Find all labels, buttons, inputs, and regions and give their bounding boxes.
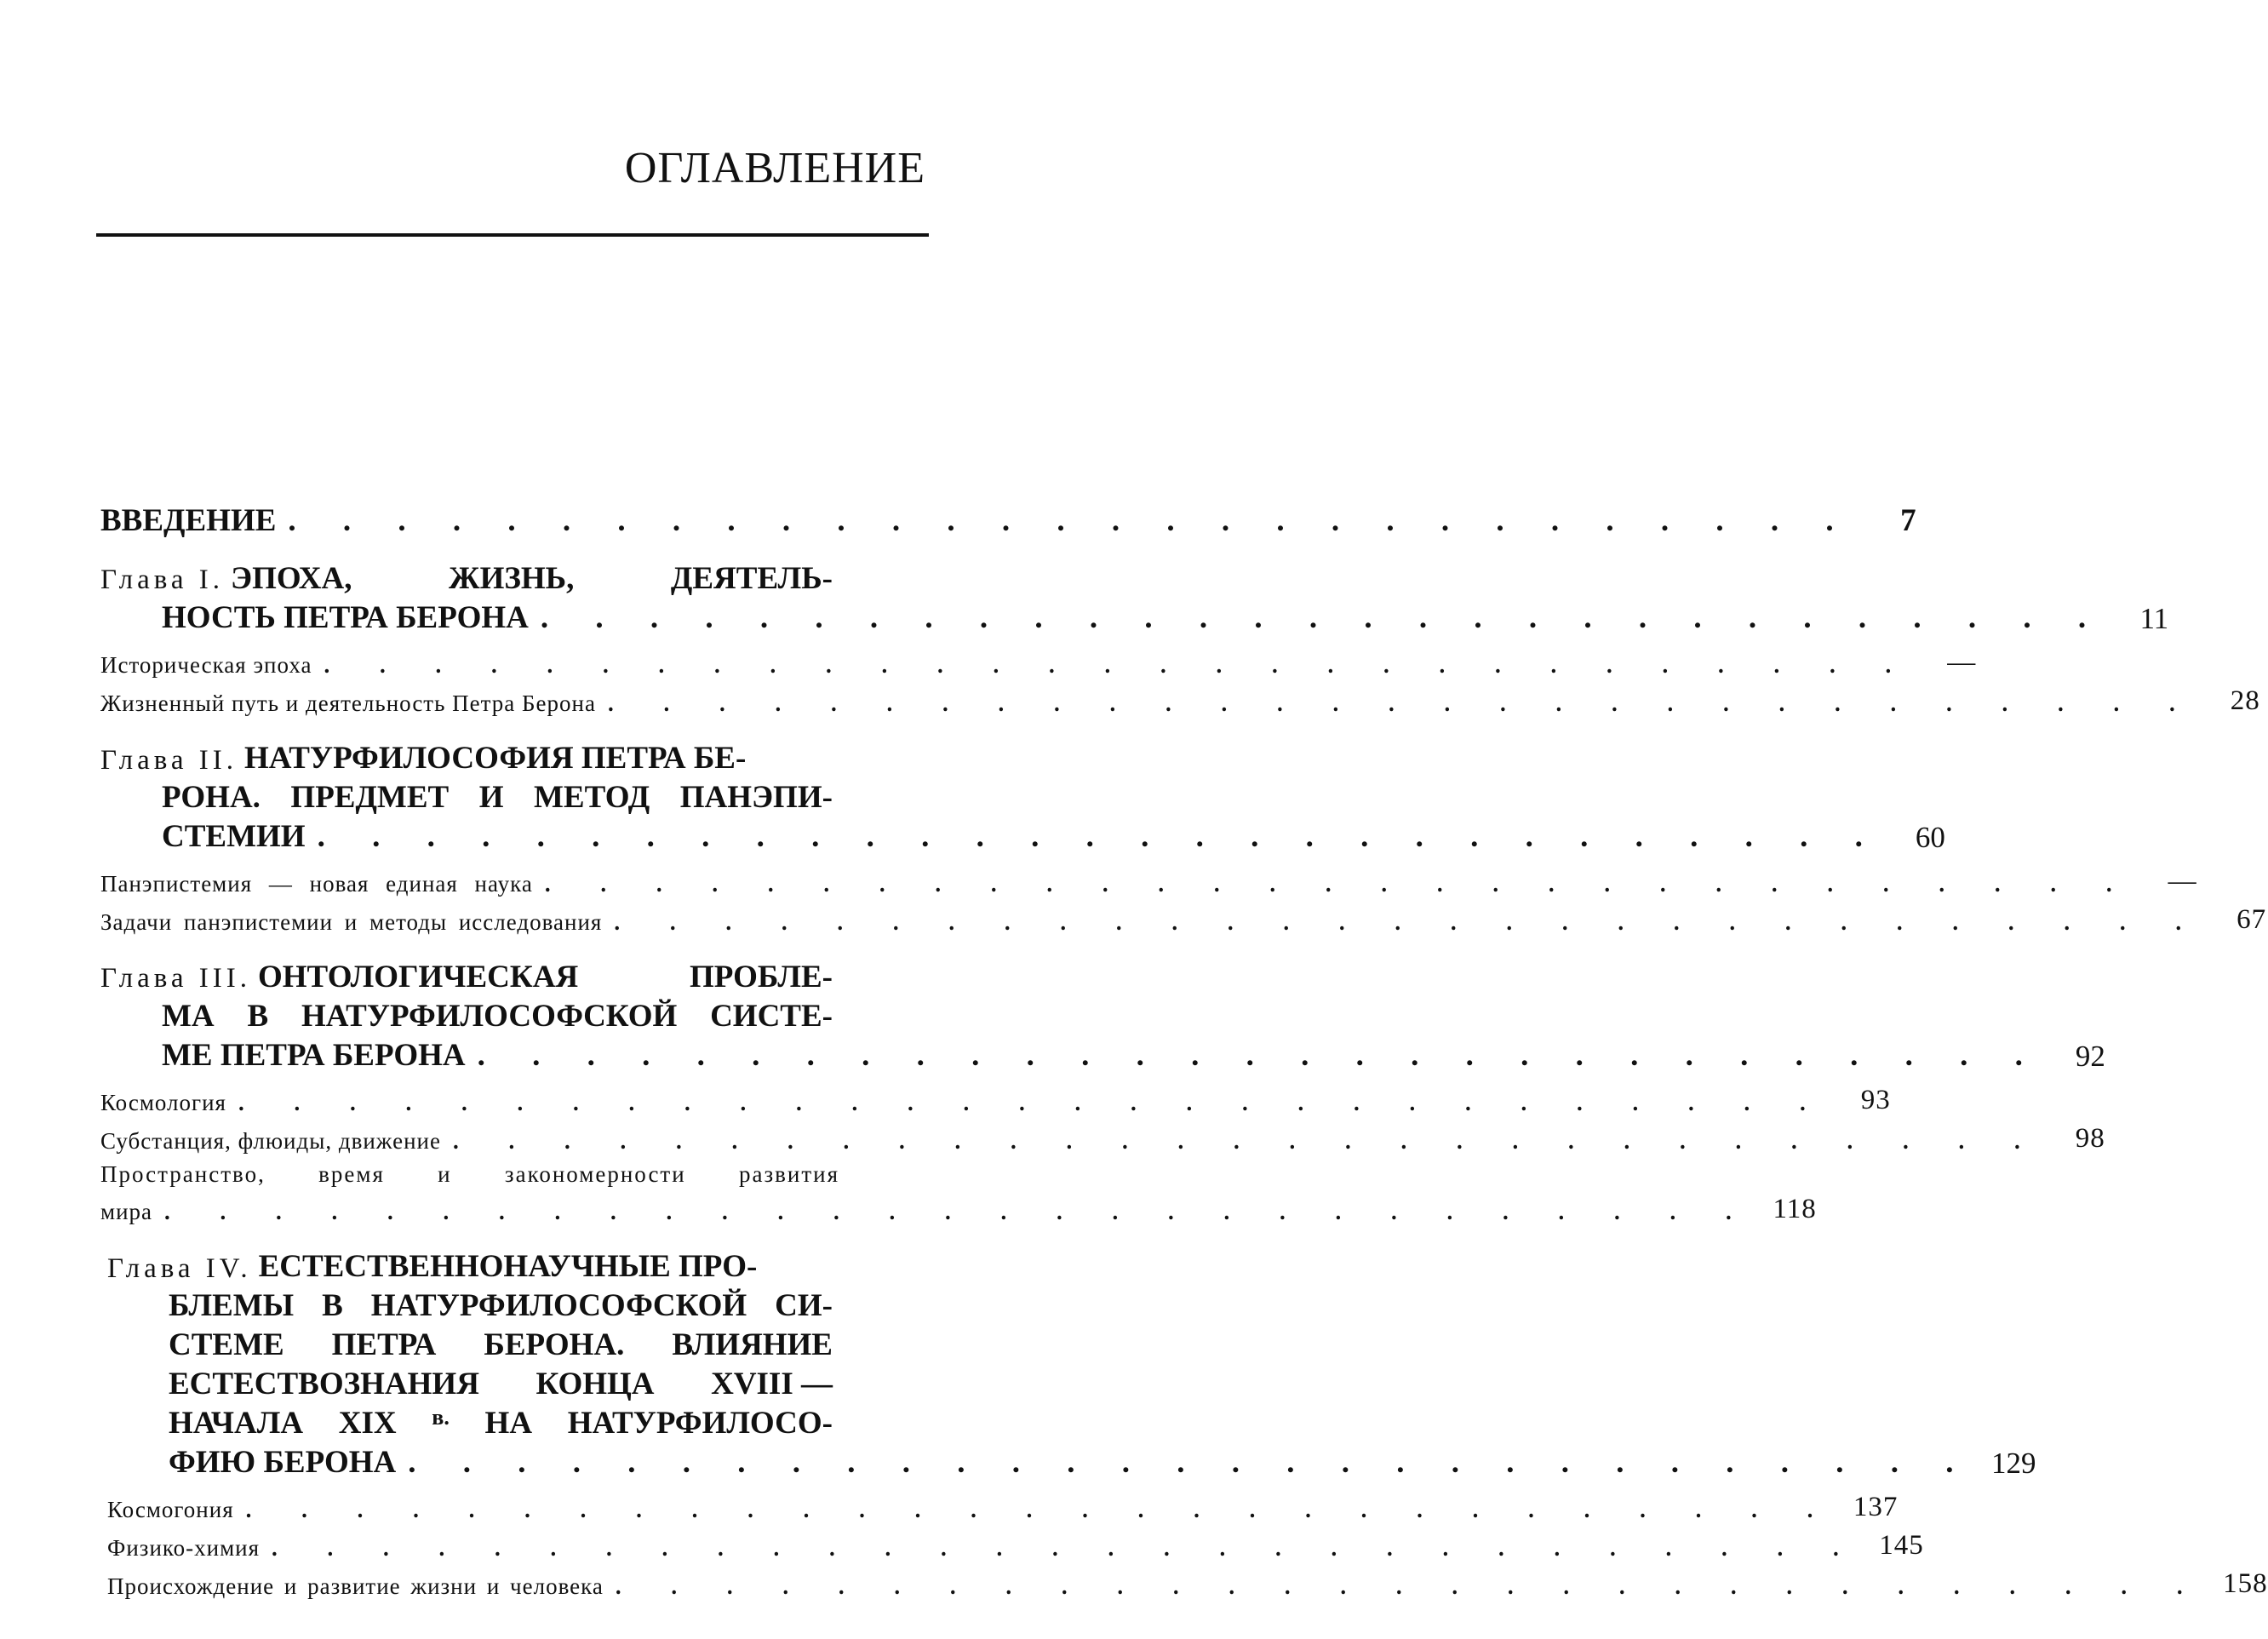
section-title: Задачи панэпистемии и методы исследования — [100, 909, 603, 935]
section-title: Историческая эпоха — [100, 652, 312, 678]
section-title-word: и — [438, 1161, 452, 1187]
title-rule — [96, 233, 929, 237]
chapter-title-word: НАЧАЛА — [169, 1406, 304, 1441]
toc-section[interactable] — [100, 860, 2197, 897]
chapter-title-word: ПРОБЛЕ- — [689, 960, 833, 994]
toc-section[interactable] — [100, 898, 2267, 936]
dot-leader: . . . . . . . . . . . . . . . . . . . . . . . . . . . . . — [238, 1090, 1828, 1115]
dot-leader: . . . . . . . . . . . . . . . . . . . . . . . . . . . . . — [614, 909, 2204, 935]
toc-section[interactable] — [107, 1524, 1924, 1562]
toc-section[interactable] — [100, 679, 2260, 717]
chapter-title-word: МЕТОД — [534, 780, 650, 815]
page-number: 92 — [2075, 1040, 2105, 1073]
chapter-title-line: МЕ ПЕТРА БЕРОНА — [162, 1038, 466, 1073]
toc-entry-intro[interactable] — [100, 502, 1916, 539]
page-number: 158 — [2223, 1568, 2268, 1599]
chapter-label: Глава II. — [100, 745, 238, 776]
chapter-title-line: НОСТЬ ПЕТРА БЕРОНА — [162, 600, 529, 635]
chapter-title-word: БЛЕМЫ — [169, 1288, 295, 1323]
dot-leader: . . . . . . . . . . . . . . . . . . . . . . . . . . . . . — [607, 691, 2197, 716]
dot-leader: . . . . . . . . . . . . . . . . . . . . . . . . . . . . . — [540, 600, 2106, 635]
toc-chapter-2[interactable] — [100, 737, 1945, 855]
chapter-title-word: И — [478, 780, 504, 815]
chapter-title-word: НА — [484, 1406, 533, 1441]
chapter-title-word: В — [247, 999, 269, 1034]
chapter-title-word: БЕРОНА. — [484, 1327, 625, 1362]
chapter-title-word: ЭПОХА, — [231, 561, 352, 596]
toc-chapter-3[interactable] — [100, 956, 2105, 1074]
section-title: Физико-химия — [107, 1535, 261, 1561]
chapter-title-word: КОНЦА — [536, 1367, 655, 1401]
dot-leader: . . . . . . . . . . . . . . . . . . . . . . . . . . . . . — [245, 1497, 1836, 1522]
section-title: Жизненный путь и деятельность Петра Берона — [100, 691, 596, 716]
chapter-title-line: СТЕМИИ — [162, 819, 306, 854]
chapter-label: Глава IV. — [107, 1253, 252, 1284]
chapter-title-line: ЕСТЕСТВЕННОНАУЧНЫЕ ПРО- — [258, 1249, 758, 1284]
chapter-title-word: ПРЕДМЕТ — [290, 780, 450, 815]
page-number: 7 — [1900, 503, 1916, 538]
chapter-title-word: СИ- — [775, 1288, 833, 1323]
chapter-label: Глава III. — [100, 963, 251, 994]
chapter-title-word: МА — [162, 999, 215, 1034]
toc-section[interactable] — [100, 1117, 2105, 1155]
chapter-title-line: НАТУРФИЛОСОФИЯ ПЕТРА БЕ- — [243, 741, 747, 776]
toc-section[interactable] — [107, 1486, 1899, 1523]
dot-leader: . . . . . . . . . . . . . . . . . . . . . . . . . . . . . — [164, 1199, 1754, 1224]
page-number: 98 — [2075, 1123, 2105, 1154]
page-number: 28 — [2230, 685, 2260, 716]
page-number: 118 — [1773, 1194, 1817, 1224]
chapter-title-word: В — [322, 1288, 343, 1323]
chapter-title-word: ДЕЯТЕЛЬ- — [670, 561, 833, 596]
section-title: Панэпистемия — новая единая наука — [100, 871, 533, 897]
chapter-4-sections — [100, 1486, 2268, 1600]
section-title-word: закономерности — [504, 1161, 686, 1187]
chapter-title-word: ПАНЭПИ- — [679, 780, 833, 815]
dot-leader: . . . . . . . . . . . . . . . . . . . . . . . . . . . . . — [288, 503, 1853, 538]
chapter-title-word: РОНА. — [162, 780, 261, 815]
page-number: — — [2168, 866, 2197, 897]
dot-leader: . . . . . . . . . . . . . . . . . . . . . . . . . . . . . — [272, 1535, 1861, 1561]
toc-section[interactable] — [100, 1079, 1891, 1116]
page-number: 11 — [2139, 602, 2169, 635]
dot-leader: . . . . . . . . . . . . . . . . . . . . . . . . . . . . . — [544, 871, 2134, 897]
section-title: Субстанция, флюиды, движение — [100, 1128, 441, 1154]
section-title: Космология — [100, 1090, 226, 1115]
section-title-word: Пространство, — [100, 1161, 266, 1187]
chapter-title-word: ОНТОЛОГИЧЕСКАЯ — [257, 960, 579, 994]
chapter-title-word: СТЕМЕ — [169, 1327, 284, 1362]
toc-section[interactable] — [107, 1562, 2268, 1600]
chapter-title-word: НАТУРФИЛОСОФСКОЙ — [370, 1288, 747, 1323]
chapter-title-word: в. — [432, 1405, 450, 1430]
toc-section[interactable] — [100, 641, 1977, 679]
section-title: Космогония — [107, 1497, 234, 1522]
chapter-title-word: ВЛИЯНИЕ — [672, 1327, 833, 1362]
dot-leader: . . . . . . . . . . . . . . . . . . . . . . . . . . . . . — [615, 1573, 2205, 1599]
chapter-title-word: XVIII — — [711, 1367, 833, 1401]
chapter-title-word: ЖИЗНЬ, — [449, 561, 575, 596]
chapter-title-word: XIX — [338, 1406, 397, 1441]
page-number: 137 — [1853, 1492, 1899, 1522]
dot-leader: . . . . . . . . . . . . . . . . . . . . . . . . . . . . . — [477, 1038, 2042, 1073]
dot-leader: . . . . . . . . . . . . . . . . . . . . . . . . . . . . . — [324, 652, 1914, 678]
page-title: ОГЛАВЛЕНИЕ — [624, 144, 925, 192]
toc-chapter-4[interactable] — [100, 1246, 2036, 1481]
toc-section[interactable] — [100, 1155, 1817, 1225]
section-title-line: мира — [100, 1199, 153, 1224]
page-number: 129 — [1991, 1447, 2036, 1480]
page-number: — — [1947, 647, 1977, 678]
section-title-word: время — [318, 1161, 385, 1187]
chapter-label: Глава I. — [100, 564, 224, 595]
toc-chapter-1[interactable] — [100, 558, 2169, 636]
dot-leader: . . . . . . . . . . . . . . . . . . . . . . . . . . . . . — [408, 1445, 1973, 1480]
dot-leader: . . . . . . . . . . . . . . . . . . . . . . . . . . . . . — [452, 1128, 2042, 1154]
page-number: 145 — [1879, 1530, 1924, 1561]
chapter-title-word: ЕСТЕСТВОЗНАНИЯ — [169, 1367, 479, 1401]
table-of-contents — [100, 502, 2268, 1601]
chapter-title-word: НАТУРФИЛОСОФСКОЙ — [301, 999, 678, 1034]
page-number: 93 — [1860, 1085, 1891, 1115]
chapter-title-line: ФИЮ БЕРОНА — [169, 1445, 397, 1480]
dot-leader: . . . . . . . . . . . . . . . . . . . . . . . . . . . . . — [317, 819, 1882, 854]
chapter-title-word: ПЕТРА — [331, 1327, 437, 1362]
section-title-word: развития — [738, 1161, 839, 1187]
chapter-title-word: СИСТЕ- — [710, 999, 833, 1034]
chapter-title-word: НАТУРФИЛОСО- — [567, 1406, 833, 1441]
page-number: 67 — [2236, 904, 2267, 935]
toc-entry-title: ВВЕДЕНИЕ — [100, 503, 277, 538]
page-number: 60 — [1915, 821, 1945, 854]
section-title: Происхождение и развитие жизни и человека — [107, 1573, 604, 1599]
